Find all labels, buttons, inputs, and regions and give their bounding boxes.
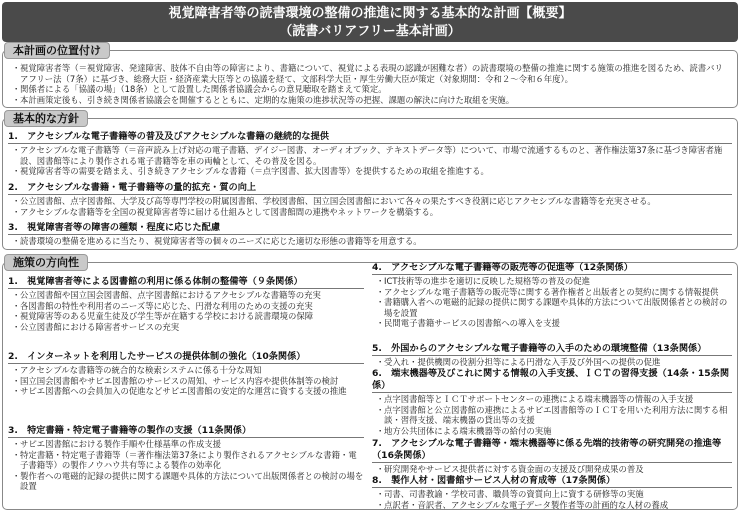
direction-title: 施策の方向性 xyxy=(4,254,88,271)
direction-left-1 xyxy=(8,276,364,332)
direction-heading-1: 1. 視覚障害者等による図書館の利用に係る体制の整備等（９条関係） xyxy=(8,276,364,289)
list-item: ・ 民間電子書籍サービスの図書館への導入を支援 xyxy=(378,318,732,329)
policy-section-2 xyxy=(8,182,732,217)
list-item: ・ ICT技術等の進歩を適切に反映した規格等の普及の促進 xyxy=(378,276,732,287)
list-item: ・ 点字図書館と公立図書館の連携によるサピエ図書館等のＩＣＴを用いた利用方法に関する相談・習得支援、端末機器の貸出等の支援 xyxy=(378,405,732,426)
list-item: ・ 公立図書館、点字図書館、大学及び高等専門学校の附属図書館、学校図書館、国立国会図書館において各々の果たすべき役割に応じアクセシブルな書籍等を充実させる。 xyxy=(14,196,732,207)
list-item: ・ 研究開発やサービス提供者に対する資金面の支援及び開発成果の普及 xyxy=(378,464,732,475)
policy-section-1 xyxy=(8,131,732,177)
positioning-title: 本計画の位置付け xyxy=(4,42,110,59)
policy-heading-2: 2. アクセシブルな書籍・電子書籍等の量的拡充・質の向上 xyxy=(8,182,732,195)
list-item: ・ 視覚障害者等の需要を踏まえ、引き続きアクセシブルな書籍（＝点字図書、拡大図書等）を提供するための取組を推進する。 xyxy=(14,166,732,177)
list-item: ・ 本計画策定後も、引き続き関係者協議会を開催するとともに、定期的な施策の進捗状況等の把握、課題の解決に向けた取組を実施。 xyxy=(14,95,730,106)
list-item: ・ 点字図書館等とＩＣＴサポートセンターの連携による端末機器等の情報の入手支援 xyxy=(378,394,732,405)
list-item: ・ 関係者による「協議の場」（18条）として設置した関係者協議会からの意見聴取を踏まえて策定。 xyxy=(14,84,730,95)
list-item: ・ 国立国会図書館やサピエ図書館のサービスの周知、サービス内容や提供体制等の検討 xyxy=(14,376,364,387)
list-item: ・ アクセシブルな書籍等の統合的な検索システムに係る十分な周知 xyxy=(14,365,364,376)
direction-left-3 xyxy=(8,425,364,492)
list-item: ・ 書籍購入者への電磁的記録の提供に関する課題や具体的方法について出版関係者との検討の場を設置 xyxy=(378,297,732,318)
page-title: 視覚障害者等の読書環境の整備の推進に関する基本的な計画【概要】 xyxy=(168,6,572,21)
list-item: ・ 各図書館の特性や利用者のニーズ等に応じた、円滑な利用のための支援の充実 xyxy=(14,301,364,312)
direction-heading-7: 7. アクセシブルな電子書籍等・端末機器等に係る先端的技術等の研究開発の推進等（16条関係） xyxy=(372,438,732,463)
direction-right-8 xyxy=(372,475,732,510)
direction-right-5 xyxy=(372,343,732,368)
list-item: ・ 視覚障害者等（＝視覚障害、発達障害、肢体不自由等の障害により、書籍について、視覚による表現の認識が困難な者）の読書環境の整備の推進に関する施策の推進を図るため、読書バリアフリー法（7条）に基づき、総務大臣・経済産業大臣等との協議を経て、文部科学大臣・厚生労働大臣が策定（対象期間：令和２〜令和６年度）。 xyxy=(14,63,730,84)
page-subtitle: （読書バリアフリー基本計画） xyxy=(279,24,461,39)
list-item: ・ アクセシブルな電子書籍等の販売等に関する著作権者と出版者との契約に関する情報提供 xyxy=(378,287,732,298)
list-item: ・ 受入れ・提供機関の役割分担等による円滑な入手及び外国への提供の促進 xyxy=(378,357,732,368)
direction-heading-6: 6. 端末機器等及びこれに関する情報の入手支援、ＩＣＴの習得支援（14条・15条関係） xyxy=(372,368,732,393)
list-item: ・ サピエ図書館における製作手順や仕様基準の作成支援 xyxy=(14,439,364,450)
list-item: ・ アクセシブルな書籍等を全国の視覚障害者等に届ける仕組みとして図書館間の連携やネットワークを構築する。 xyxy=(14,207,732,218)
list-item: ・ 地方公共団体による端末機器等の給付の実施 xyxy=(378,426,732,437)
policy-heading-3: 3. 視覚障害者等の障害の種類・程度に応じた配慮 xyxy=(8,222,732,235)
positioning-list xyxy=(14,63,730,105)
direction-heading-2: 2. インターネットを利用したサービスの提供体制の強化（10条関係） xyxy=(8,351,364,364)
list-item: ・ 読書環境の整備を進めるに当たり、視覚障害者等の個々のニーズに応じた適切な形態の書籍等を用意する。 xyxy=(14,236,732,247)
list-item: ・ 公立図書館や国立国会図書館、点字図書館におけるアクセシブルな書籍等の充実 xyxy=(14,290,364,301)
direction-heading-5: 5. 外国からのアクセシブルな電子書籍等の入手のための環境整備（13条関係） xyxy=(372,343,732,356)
direction-right-4 xyxy=(372,262,732,329)
list-item: ・ 特定書籍・特定電子書籍等（＝著作権法第37条により製作されるアクセシブルな書籍・電子書籍等）の製作ノウハウ共有等による製作の効率化 xyxy=(14,450,364,471)
list-item: ・ サピエ図書館への会員加入の促進などサピエ図書館の安定的な運営に資する支援の推進 xyxy=(14,386,364,397)
list-item: ・ 公立図書館における障害者サービスの充実 xyxy=(14,322,364,333)
direction-heading-8: 8. 製作人材・図書館サービス人材の育成等（17条関係） xyxy=(372,475,732,488)
direction-heading-4: 4. アクセシブルな電子書籍等の販売等の促進等（12条関係） xyxy=(372,262,732,275)
direction-right-6 xyxy=(372,368,732,436)
page-header xyxy=(2,2,738,42)
list-item: ・ 視覚障害等のある児童生徒及び学生等が在籍する学校における読書環境の保障 xyxy=(14,311,364,322)
list-item: ・ アクセシブルな電子書籍等（＝音声読み上げ対応の電子書籍、デイジー図書、オーディオブック、テキストデータ等）について、市場で流通するものと、著作権法第37条に基づき障害者施設、図書館等により製作される電子書籍等を車の両輪として、その普及を図る。 xyxy=(14,145,732,166)
direction-right-7 xyxy=(372,438,732,475)
direction-left-2 xyxy=(8,351,364,397)
policy-heading-1: 1. アクセシブルな電子書籍等の普及及びアクセシブルな書籍の継続的な提供 xyxy=(8,131,732,144)
policy-title: 基本的な方針 xyxy=(4,110,88,127)
policy-section-3 xyxy=(8,222,732,247)
list-item: ・ 点訳者・音訳者、アクセシブルな電子データ製作者等の計画的な人材の養成 xyxy=(378,500,732,511)
direction-heading-3: 3. 特定書籍・特定電子書籍等の製作の支援（11条関係） xyxy=(8,425,364,438)
list-item: ・ 司書、司書教諭・学校司書、職員等の資質向上に資する研修等の実施 xyxy=(378,489,732,500)
list-item: ・ 製作者への電磁的記録の提供に関する課題や具体的方法について出版関係者との検討の場を設置 xyxy=(14,471,364,492)
